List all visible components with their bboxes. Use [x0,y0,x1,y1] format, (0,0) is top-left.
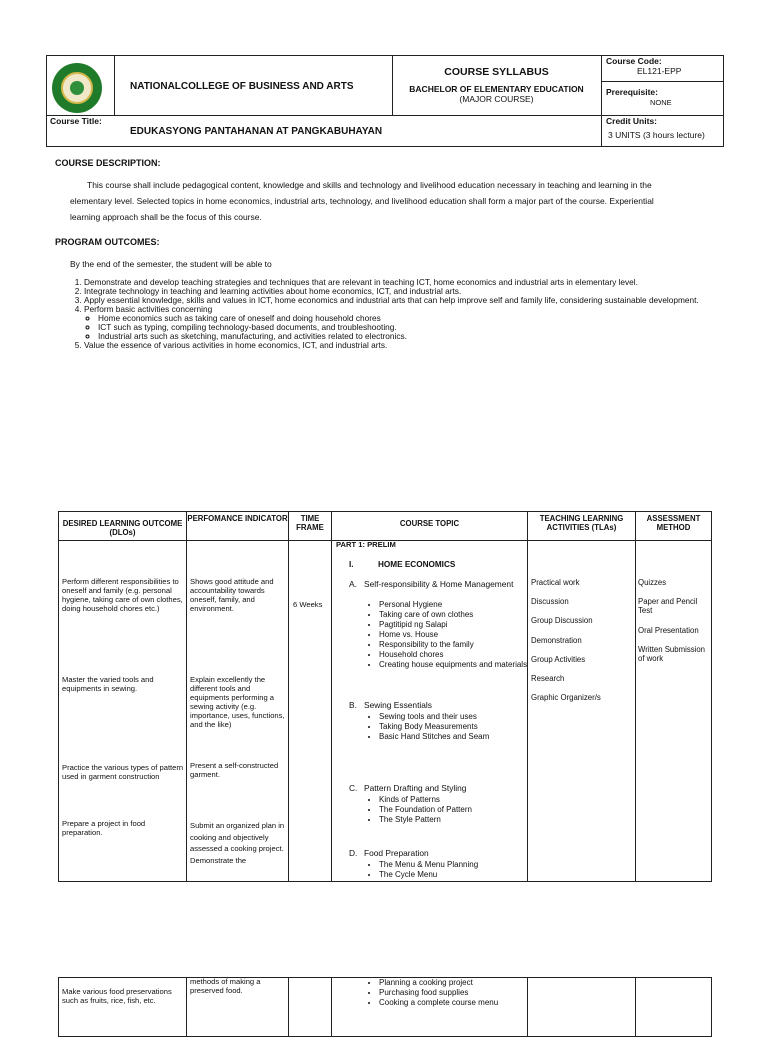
tla-item: Practical work [531,578,580,587]
divider [46,115,602,116]
prereq-label: Prerequisite: [606,87,658,97]
tla-item: Research [531,674,565,683]
topic-item: • The Menu & Menu Planning [379,860,557,870]
time-frame: 6 Weeks [293,600,323,609]
outcome-item: 5. Value the essence of various activities in home economics, ICT, and industrial arts. [84,341,734,350]
col-header: PERFOMANCE INDICATOR [187,512,289,541]
description-line: learning approach shall be the focus of this course. [70,212,262,222]
syllabus-title: COURSE SYLLABUS [444,66,549,78]
credit-label: Credit Units: [606,116,657,126]
topic-item: • Purchasing food supplies [379,988,557,998]
college-seal-logo [52,63,102,113]
dlo-text: Master the varied tools and equipments in sewing. [62,675,154,693]
part-label: PART 1: PRELIM [336,540,396,549]
indicator-text: methods of making a preserved food. [190,977,261,995]
col-header: TEACHING LEARNING ACTIVITIES (TLAs) [528,512,636,541]
unit-title: HOME ECONOMICS [378,560,456,569]
indicator-text: Present a self-constructed garment. [190,761,279,779]
topic-item: • Responsibility to the family [379,640,557,650]
col-header: ASSESSMENT METHOD [636,512,712,541]
outcome-item: 4. Perform basic activities concerning ◦ Home economics such as taking care of oneself and doing household chores ◦ ICT such as typing, compiling technology-based documents, and troubleshooting. ◦ Industrial arts such as sketching, manufacturing, and activities related to electronics. [84,305,734,341]
topic-item: • Personal Hygiene [379,600,557,610]
tla-item: Group Discussion [531,616,593,625]
credit-units: 3 UNITS (3 hours lecture) [608,130,705,140]
outcomes-intro: By the end of the semester, the student will be able to [70,259,272,269]
topic-item: • The Foundation of Pattern [379,805,557,815]
tla-item: Group Activities [531,655,586,664]
college-name: NATIONALCOLLEGE OF BUSINESS AND ARTS [130,81,354,92]
topic-item: • Basic Hand Stitches and Seam [379,732,557,742]
divider [601,55,602,147]
tla-item: Graphic Organizer/s [531,693,601,702]
description-line: This course shall include pedagogical content, knowledge and skills and technology and livelihood education necessary in teaching and learning in the [87,180,652,190]
dlo-text: Prepare a project in food preparation. [62,819,146,837]
topic-item: • Planning a cooking project [379,978,557,988]
outcome-subitem: ◦ ICT such as typing, compiling technology-based documents, and troubleshooting. [98,323,734,332]
course-code-label: Course Code: [606,56,662,66]
course-code: EL121-EPP [637,66,682,76]
topic-item: • Taking Body Measurements [379,722,557,732]
dlo-text: Practice the various types of pattern used in garment construction [62,763,184,781]
dlo-text: Perform different responsibilities to oneself and family (e.g. personal hygiene, taking care of own clothes, doing household chores etc.) [62,577,183,613]
topic-item: • Sewing tools and their uses [379,712,557,722]
topic-item: • Kinds of Patterns [379,795,557,805]
program-type: (MAJOR COURSE) [459,94,534,104]
unit-number: I. [349,560,354,569]
assessment-item: Oral Presentation [638,626,699,635]
topic-item: • Creating house equipments and materials [379,660,557,670]
outcome-item: 1. Demonstrate and develop teaching strategies and techniques that are relevant in teaching ICT, home economics and industrial arts in elementary level. [84,278,734,287]
outcome-subitem: ◦ Home economics such as taking care of oneself and doing household chores [98,314,734,323]
tla-item: Demonstration [531,636,582,645]
col-header: COURSE TOPIC [332,512,528,541]
topic-item: • The Style Pattern [379,815,557,825]
topic-item: • Household chores [379,650,557,660]
assessment-item: Quizzes [638,578,667,587]
outcomes-heading: PROGRAM OUTCOMES: [55,237,160,247]
program-name: BACHELOR OF ELEMENTARY EDUCATION [409,84,584,94]
description-line: elementary level. Selected topics in home economics, industrial arts, technology, and livelihood education shall form a major part of the course. Experiential [70,196,654,206]
indicator-text: Submit an organized plan in cooking and objectively assessed a cooking project. Demonstrate the [190,821,285,865]
topic-item: • The Cycle Menu [379,870,557,880]
course-title: EDUKASYONG PANTAHANAN AT PANGKABUHAYAN [130,126,383,137]
outcomes-list [70,278,734,350]
col-header: DESIRED LEARNING OUTCOME (DLOs) [59,512,187,541]
dlo-text: Make various food preservations such as fruits, rice, fish, etc. [62,987,172,1005]
prereq-value: NONE [650,98,672,107]
indicator-text: Explain excellently the different tools and equipments performing a sewing activity (e.g. importance, uses, functions, and the like) [190,675,285,729]
topic-item: • Taking care of own clothes [379,610,557,620]
topic-item: • Cooking a complete course menu [379,998,499,1008]
course-title-label: Course Title: [50,116,102,126]
topic-item: • Pagtitipid ng Salapi [379,620,557,630]
divider [601,81,724,82]
indicator-text: Shows good attitude and accountability towards oneself, family, and environment. [190,577,274,613]
divider [114,55,115,116]
outcome-item: 2. Integrate technology in teaching and learning activities about home economics, ICT, and industrial arts. [84,287,734,296]
tla-item: Discussion [531,597,569,606]
assessment-item: Paper and Pencil Test [638,597,698,615]
description-heading: COURSE DESCRIPTION: [55,158,161,168]
outcome-item: 3. Apply essential knowledge, skills and values in ICT, home economics and industrial arts that can help improve self and family life, considering sustainable development. [84,296,734,305]
col-header: TIME FRAME [289,512,332,541]
outcome-subitem: ◦ Industrial arts such as sketching, manufacturing, and activities related to electronics. [98,332,734,341]
assessment-item: Written Submission of work [638,645,706,663]
topic-item: • Home vs. House [379,630,557,640]
